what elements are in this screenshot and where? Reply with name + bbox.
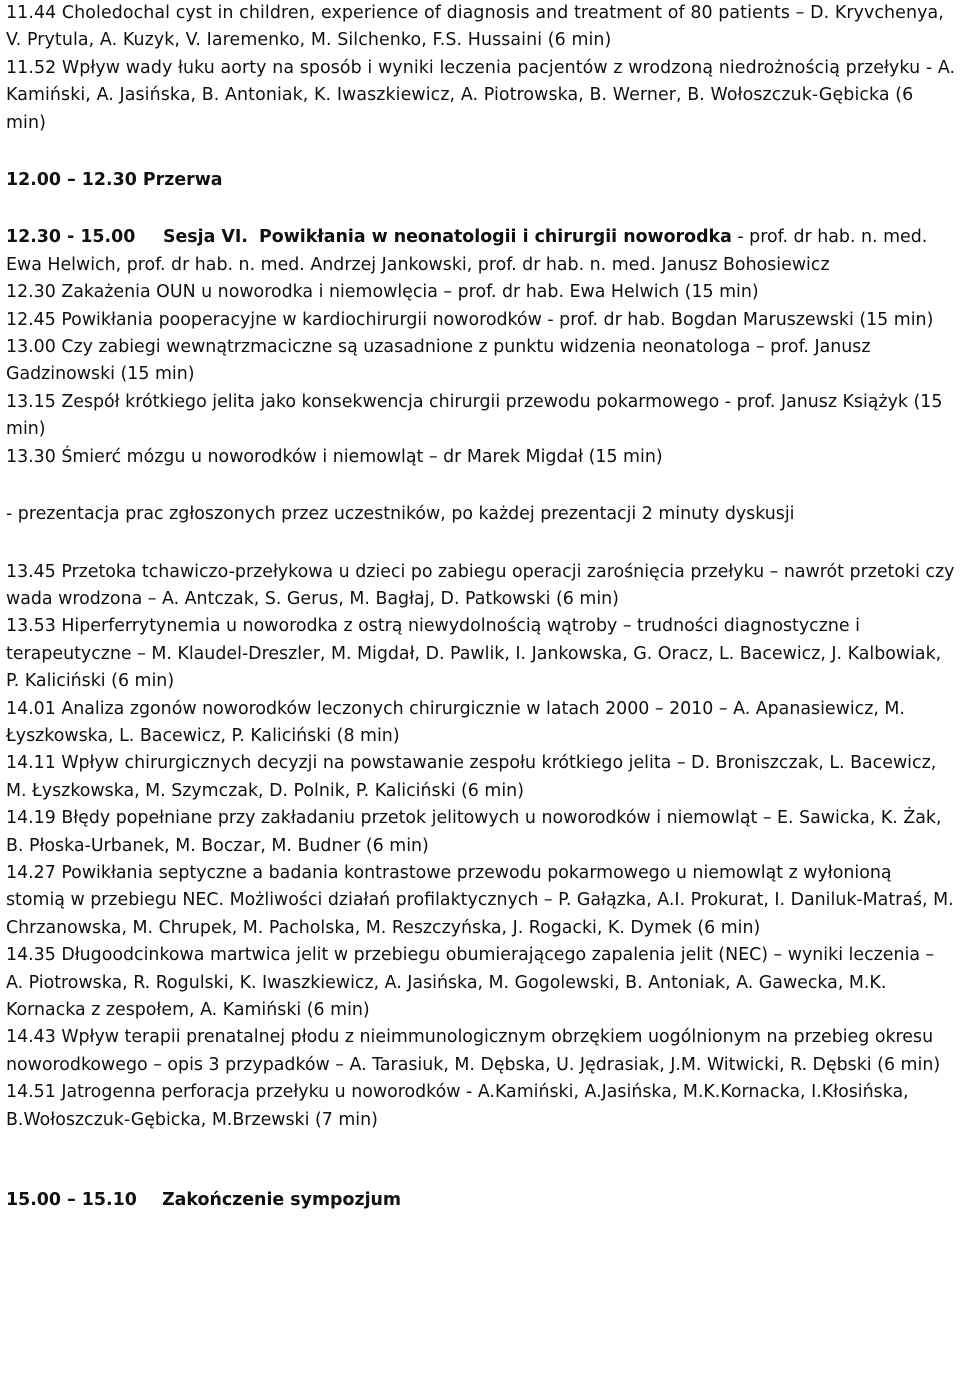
program-item: 13.53 Hiperferrytynemia u noworodka z ostrą niewydolnością wątroby – trudności diagnostyczne i terapeutyczne – M. Klaudel-Dreszler, M. Migdał, D. Pawlik, I. Jankowska, G. Oracz, L. Bacewicz, J. Kalbowiak, P. Kaliciński (6 min) (6, 616, 942, 692)
program-item: 13.00 Czy zabiegi wewnątrzmaciczne są uzasadnione z punktu widzenia neonatologa – prof. Janusz Gadzinowski (15 min) (6, 337, 871, 385)
presentation-note: - prezentacja prac zgłoszonych przez uczestników, po każdej prezentacji 2 minuty dyskusji (6, 504, 795, 525)
program-item: 11.44 Choledochal cyst in children, experience of diagnosis and treatment of 80 patients – D. Kryvchenya, V. Prytula, A. Kuzyk, V. Iaremenko, M. Silchenko, F.S. Hussaini (6 min) (6, 3, 944, 51)
session-name: Sesja VI. (162, 227, 248, 248)
program-page (6, 0, 956, 1214)
top-items (6, 0, 956, 137)
program-item: 12.30 Zakażenia OUN u noworodka i niemowlęcia – prof. dr hab. Ewa Helwich (15 min) (6, 282, 759, 303)
session-header (6, 224, 956, 279)
program-item: 11.52 Wpływ wady łuku aorty na sposób i wyniki leczenia pacjentów z wrodzoną niedrożnością przełyku - A. Kamiński, A. Jasińska, B. Antoniak, K. Iwaszkiewicz, A. Piotrowska, B. Werner, B. Wołoszczuk-Gębicka (6 min) (6, 57, 956, 133)
program-item: 13.15 Zespół krótkiego jelita jako konsekwencja chirurgii przewodu pokarmowego - prof. Janusz Książyk (15 min) (6, 391, 943, 440)
session-title: Powikłania w neonatologii i chirurgii noworodka (259, 227, 732, 248)
program-item: 13.45 Przetoka tchawiczo-przełykowa u dzieci po zabiegu operacji zarośnięcia przełyku – nawrót przetoki czy wada wrodzona – A. Antczak, S. Gerus, M. Bagłaj, D. Patkowski (6 min) (6, 561, 955, 609)
program-item: 14.11 Wpływ chirurgicznych decyzji na powstawanie zespołu krótkiego jelita – D. Broniszczak, L. Bacewicz, M. Łyszkowska, M. Szymczak, D. Polnik, P. Kaliciński (6 min) (6, 753, 937, 801)
session-items (6, 279, 956, 471)
program-item: 14.19 Błędy popełniane przy zakładaniu przetok jelitowych u noworodków i niemowląt – E. Sawicka, K. Żak, B. Płoska-Urbanek, M. Boczar, M. Budner (6 min) (6, 808, 942, 856)
break-row (6, 167, 956, 194)
break-time: 12.00 – 12.30 (6, 170, 137, 191)
program-item: 14.51 Jatrogenna perforacja przełyku u noworodków - A.Kamiński, A.Jasińska, M.K.Kornacka, I.Kłosińska, B.Wołoszczuk-Gębicka, M.Brzewski (7 min) (6, 1082, 909, 1130)
program-item: 12.45 Powikłania pooperacyjne w kardiochirurgii noworodków - prof. dr hab. Bogdan Maruszewski (15 min) (6, 309, 934, 330)
program-item: 14.01 Analiza zgonów noworodków leczonych chirurgicznie w latach 2000 – 2010 – A. Apanasiewicz, M. Łyszkowska, L. Bacewicz, P. Kaliciński (8 min) (6, 698, 905, 746)
program-item: 13.30 Śmierć mózgu u noworodków i niemowląt – dr Marek Migdał (15 min) (6, 446, 663, 467)
break-label: Przerwa (142, 170, 223, 191)
program-item: 14.27 Powikłania septyczne a badania kontrastowe przewodu pokarmowego u niemowląt z wyłonioną stomią w przebiegu NEC. Możliwości działań profilaktycznych – P. Gałązka, A.I. Prokurat, I. Daniluk-Matraś, M. Chrzanowska, M. Chrupek, M. Pacholska, M. Reszczyńska, J. Rogacki, K. Dymek (6 min) (6, 862, 954, 938)
presentation-items (6, 559, 956, 1135)
program-item: 14.43 Wpływ terapii prenatalnej płodu z nieimmunologicznym obrzękiem uogólnionym na przebieg okresu noworodkowego – opis 3 przypadków – A. Tarasiuk, M. Dębska, U. Jędrasiak, J.M. Witwicki, R. Dębski (6 min) (6, 1027, 941, 1075)
session-chairs: - prof. dr hab. n. med. Ewa Helwich, prof. dr hab. n. med. Andrzej Jankowski, prof. dr hab. n. med. Janusz Bohosiewicz (6, 227, 928, 275)
program-item: 14.35 Długoodcinkowa martwica jelit w przebiegu obumierającego zapalenia jelit (NEC) – wyniki leczenia – A. Piotrowska, R. Rogulski, K. Iwaszkiewicz, A. Jasińska, M. Gogolewski, B. Antoniak, A. Gawecka, M.K. Kornacka z zespołem, A. Kamiński (6 min) (6, 945, 935, 1020)
end-time: 15.00 – 15.10 (6, 1190, 137, 1211)
end-label: Zakończenie sympozjum (162, 1190, 402, 1211)
end-row (6, 1187, 956, 1214)
session-time: 12.30 - 15.00 (6, 227, 136, 248)
